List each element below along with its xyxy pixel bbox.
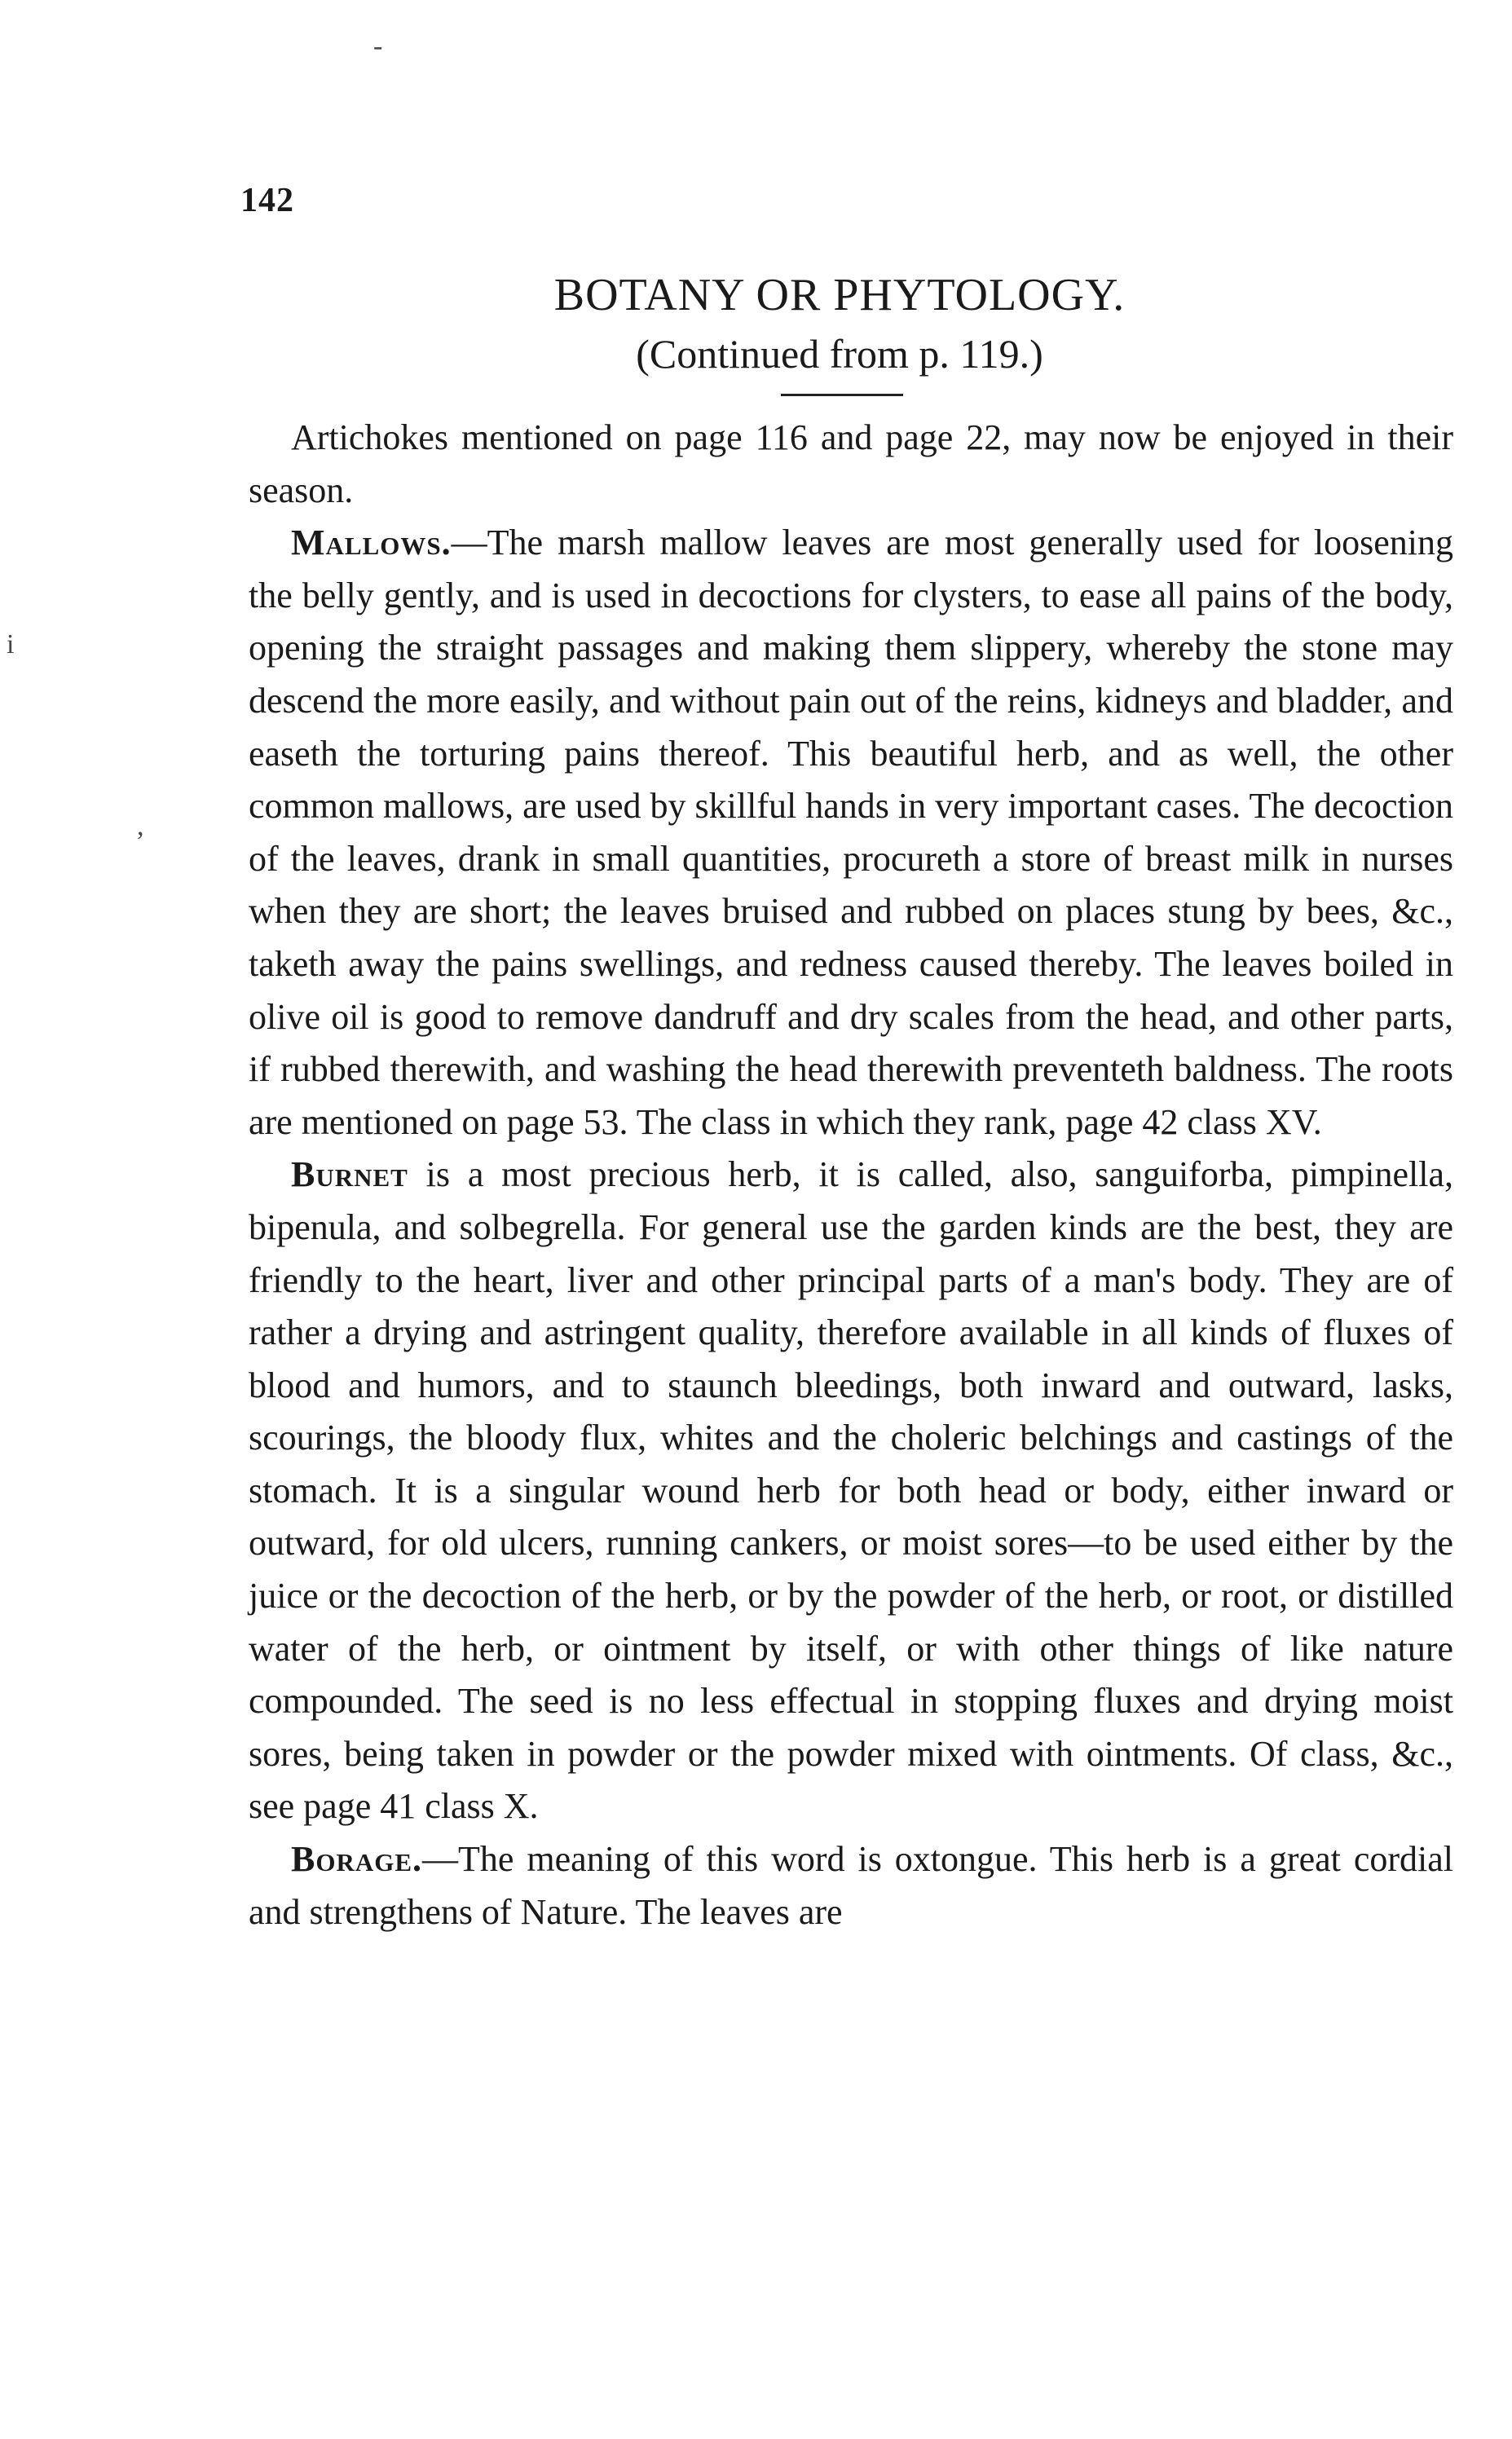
paragraph-lead: Burnet [291, 1154, 408, 1195]
page-number: 142 [240, 182, 294, 219]
margin-mark-left: i [7, 629, 15, 659]
title-rule [781, 394, 903, 396]
paragraph-borage [249, 1833, 1453, 1938]
paragraph-text: Artichokes mentioned on page 116 and page 22, may now be enjoyed in their season. [249, 417, 1453, 510]
article-body [249, 412, 1453, 1938]
paragraph-text: —The marsh mallow leaves are most generally used for loosening the belly gently, and is used in decoctions for clysters, to ease all pains of the body, opening the straight passages and making them slippery, whereby the stone may descend the more easily, and without pain out of the reins, kidneys and bladder, and easeth the torturing pains thereof. This beautiful herb, and as well, the other common mallows, are used by skillful hands in very important cases. The decoction of the leaves, drank in small quantities, procureth a store of breast milk in nurses when they are short; the leaves bruised and rubbed on places stung by bees, &c., taketh away the pains swellings, and redness caused thereby. The leaves boiled in olive oil is good to remove dandruff and dry scales from the head, and other parts, if rubbed therewith, and washing the head therewith preventeth baldness. The roots are mentioned on page 53. The class in which they rank, page 42 class XV. [249, 523, 1453, 1142]
paragraph-mallows [249, 517, 1453, 1149]
paragraph-burnet [249, 1149, 1453, 1833]
paragraph-text: is a most precious herb, it is called, also, sanguiforba, pimpinella, bipenula, and solbegrella. For general use the garden kinds are the best, they are friendly to the heart, liver and other principal parts of a man's body. They are of rather a drying and astringent quality, therefore available in all kinds of fluxes of blood and humors, and to staunch bleedings, both inward and outward, lasks, scourings, the bloody flux, whites and the choleric belchings and castings of the stomach. It is a singular wound herb for both head or body, either inward or outward, for old ulcers, running cankers, or moist sores—to be used either by the juice or the decoction of the herb, or by the powder of the herb, or root, or distilled water of the herb, or ointment by itself, or with other things of like nature compounded. The seed is no less effectual in stopping fluxes and drying moist sores, being taken in powder or the powder mixed with ointments. Of class, &c., see page 41 class X. [249, 1154, 1453, 1827]
page-subtitle: (Continued from p. 119.) [636, 331, 1043, 377]
paragraph-lead: Borage. [291, 1839, 423, 1880]
page-title: BOTANY OR PHYTOLOGY. [553, 270, 1126, 320]
paragraph-text: —The meaning of this word is oxtongue. This herb is a great cordial and strengthens of Nature. The leaves are [249, 1839, 1453, 1932]
margin-mark-top: - [373, 31, 383, 61]
margin-mark-comma: , [137, 811, 144, 841]
paragraph-lead: Mallows. [291, 523, 452, 563]
paragraph-artichokes [249, 412, 1453, 517]
